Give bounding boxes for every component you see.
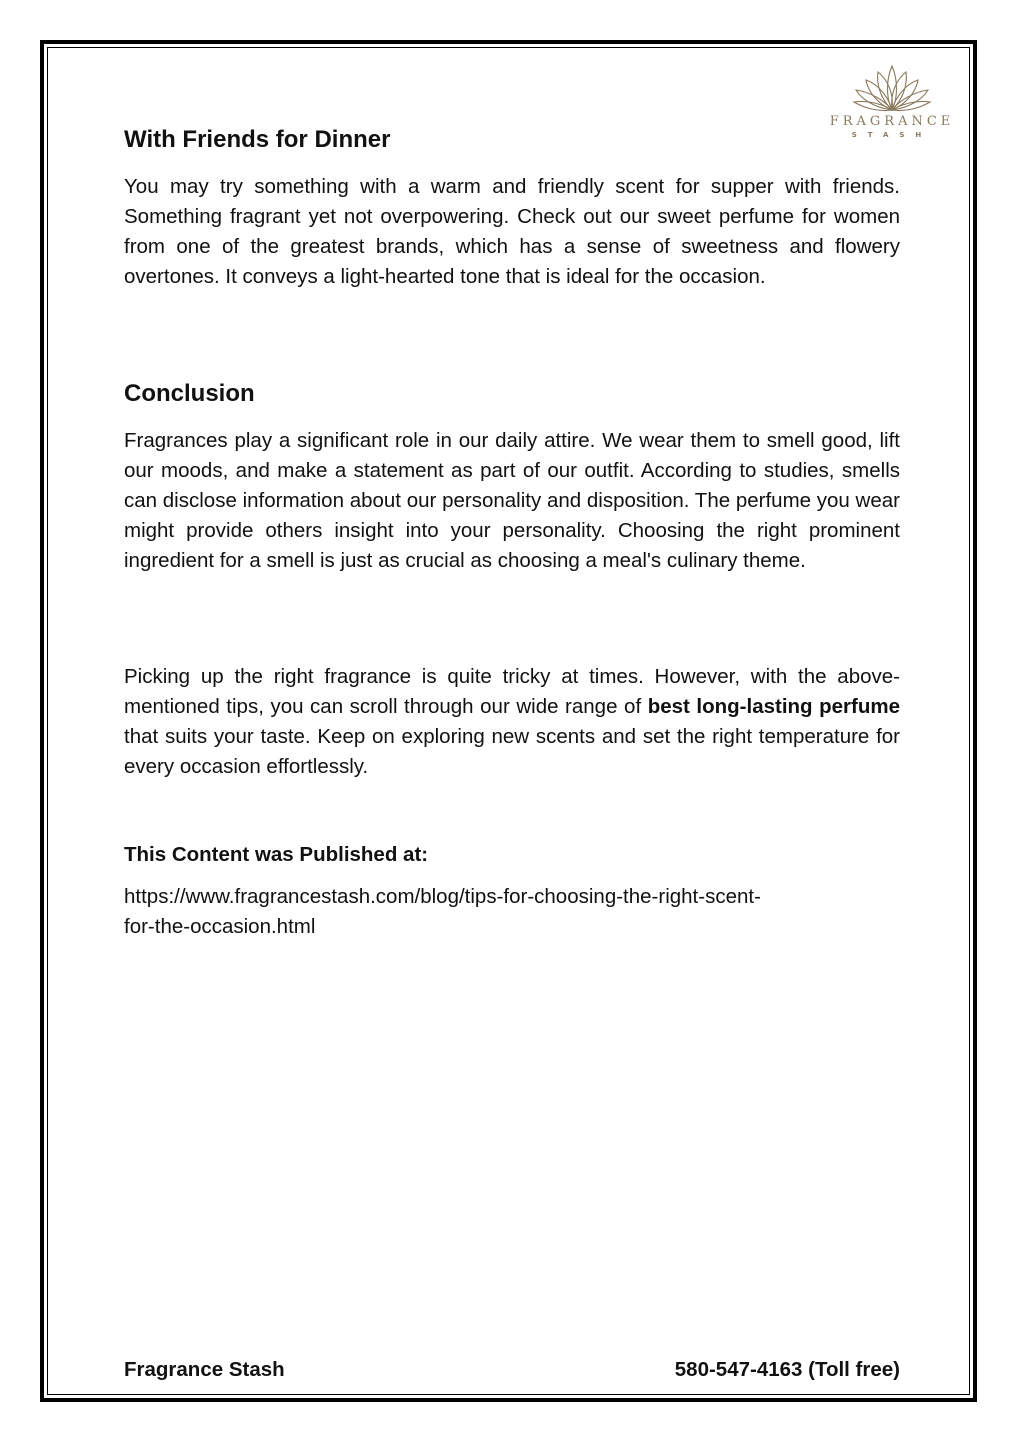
section-title-dinner: With Friends for Dinner: [124, 126, 391, 153]
published-url-line1: https://www.fragrancestash.com/blog/tips-for-choosing-the-right-scent-: [124, 885, 761, 908]
best-long-lasting-perfume-link: best long-lasting perfume: [647, 695, 901, 718]
closing-paragraph: [124, 662, 900, 782]
closing-text-after: that suits your taste. Keep on exploring new scents and set the right temperature for every occasion effortlessly.: [124, 725, 900, 778]
lotus-icon: [826, 62, 958, 114]
logo-wordmark: FRAGRANCE: [829, 114, 955, 129]
section-title-conclusion: Conclusion: [124, 380, 255, 407]
closing-text-before: Picking up the right fragrance is quite tricky at times. However, with the above-mentioned tips, you can scroll through our wide range of: [124, 665, 900, 718]
section-body-conclusion: Fragrances play a significant role in our daily attire. We wear them to smell good, lift our moods, and make a statement as part of our outfit. According to studies, smells can disclose information about our personality and disposition. The perfume you wear might provide others insight into your personality. Choosing the right prominent ingredient for a smell is just as crucial as choosing a meal's culinary theme.: [124, 429, 900, 572]
published-url: [124, 882, 900, 942]
section-body-dinner: You may try something with a warm and friendly scent for supper with friends. Something fragrant yet not overpowering. Check out our sweet perfume for women from one of the greatest brands, which has a sense of sweetness and flowery overtones. It conveys a light-hearted tone that is ideal for the occasion.: [124, 175, 900, 288]
published-at-heading: This Content was Published at:: [124, 843, 429, 866]
footer-company: Fragrance Stash: [124, 1358, 285, 1381]
published-url-line2: for-the-occasion.html: [124, 915, 316, 938]
logo-subtitle: STASH: [851, 131, 933, 139]
fragrance-stash-logo: [826, 62, 958, 142]
footer-phone: 580-547-4163 (Toll free): [674, 1358, 900, 1381]
